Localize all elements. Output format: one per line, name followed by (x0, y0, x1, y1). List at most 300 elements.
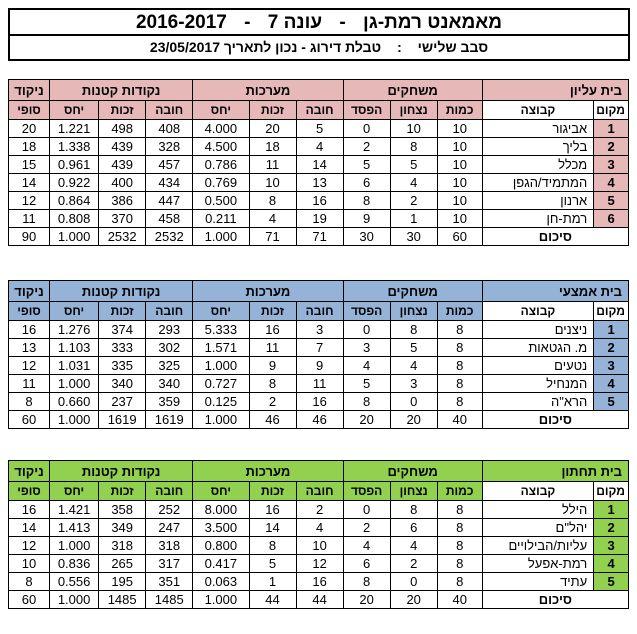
cycle-colon: : (397, 39, 402, 55)
cell-sets-ratio: 1.000 (193, 357, 249, 375)
cell-final: 12 (9, 192, 50, 210)
cell-sets-win: 16 (249, 321, 296, 339)
cell-pts-win: 265 (99, 555, 146, 573)
cell-team: עתיד (482, 573, 594, 591)
cell-pts-ratio: 1.103 (50, 339, 99, 357)
cell-pts-win: 370 (99, 210, 146, 228)
cell-sets-loss: 10 (296, 537, 343, 555)
cell-final: 12 (9, 537, 50, 555)
total-pts-ratio: 1.000 (50, 411, 99, 429)
cell-sets-ratio: 0.786 (193, 156, 249, 174)
cell-won: 6 (390, 519, 437, 537)
column-header-row (9, 101, 629, 120)
total-pts-win: 2532 (99, 228, 146, 246)
group-header-row (9, 80, 629, 101)
cell-pts-loss: 247 (146, 519, 193, 537)
cell-lost: 0 (343, 501, 390, 519)
cell-pts-loss: 408 (146, 120, 193, 138)
col-header-rank: מקום (594, 482, 629, 501)
cell-played: 8 (437, 321, 482, 339)
cell-sets-loss: 16 (296, 573, 343, 591)
total-row (9, 228, 629, 246)
col-header-lost: הפסד (343, 101, 390, 120)
cell-won: 5 (390, 339, 437, 357)
cell-sets-ratio: 0.125 (193, 393, 249, 411)
cell-lost: 5 (343, 156, 390, 174)
cell-pts-win: 318 (99, 537, 146, 555)
standing-row (9, 156, 629, 174)
total-sets-ratio: 1.000 (193, 228, 249, 246)
total-sets-ratio: 1.000 (193, 411, 249, 429)
cell-sets-ratio: 0.063 (193, 573, 249, 591)
cell-lost: 0 (343, 120, 390, 138)
cell-rank: 1 (594, 501, 629, 519)
col-header-lost: הפסד (343, 302, 390, 321)
group-sets: מערכות (193, 80, 343, 101)
cell-final: 11 (9, 210, 50, 228)
cell-pts-ratio: 0.864 (50, 192, 99, 210)
cell-pts-win: 439 (99, 138, 146, 156)
total-final: 60 (9, 591, 50, 609)
cell-team: מכלל (482, 156, 594, 174)
cell-team: רמת-חן (482, 210, 594, 228)
cell-lost: 8 (343, 192, 390, 210)
col-header-ratio: יחס (50, 101, 99, 120)
cell-pts-ratio: 1.000 (50, 375, 99, 393)
cell-lost: 5 (343, 375, 390, 393)
col-header-loss: חובה (146, 302, 193, 321)
cell-sets-win: 14 (249, 519, 296, 537)
standing-row (9, 174, 629, 192)
cell-rank: 3 (594, 537, 629, 555)
cell-pts-win: 237 (99, 393, 146, 411)
cell-won: 4 (390, 174, 437, 192)
cell-rank: 4 (594, 174, 629, 192)
col-header-won: נצחון (390, 482, 437, 501)
total-pts-loss: 2532 (146, 228, 193, 246)
col-header-ratio: יחס (193, 101, 249, 120)
group-points: נקודות קטנות (50, 80, 193, 101)
cell-played: 8 (437, 537, 482, 555)
cell-pts-loss: 351 (146, 573, 193, 591)
total-pts-win: 1485 (99, 591, 146, 609)
group-header-row (9, 461, 629, 482)
standing-row (9, 192, 629, 210)
col-header-final: סופי (9, 302, 50, 321)
cell-pts-win: 335 (99, 357, 146, 375)
total-final: 60 (9, 411, 50, 429)
cell-won: 5 (390, 156, 437, 174)
col-header-win: זכות (249, 482, 296, 501)
cell-sets-loss: 3 (296, 321, 343, 339)
cell-final: 18 (9, 138, 50, 156)
cell-sets-ratio: 3.500 (193, 519, 249, 537)
col-header-win: זכות (99, 302, 146, 321)
group-sets: מערכות (193, 281, 343, 302)
total-pts-loss: 1619 (146, 411, 193, 429)
cell-played: 8 (437, 339, 482, 357)
group-score: ניקוד (9, 461, 50, 482)
cell-final: 16 (9, 501, 50, 519)
standing-row (9, 519, 629, 537)
group-matches: משחקים (343, 80, 482, 101)
cell-final: 8 (9, 393, 50, 411)
standing-row (9, 339, 629, 357)
cell-pts-loss: 318 (146, 537, 193, 555)
cell-pts-win: 498 (99, 120, 146, 138)
standing-row (9, 573, 629, 591)
cell-pts-loss: 302 (146, 339, 193, 357)
col-header-ratio: יחס (50, 302, 99, 321)
column-header-row (9, 482, 629, 501)
cell-lost: 6 (343, 555, 390, 573)
total-label: סיכום (482, 591, 628, 609)
cell-sets-win: 20 (249, 120, 296, 138)
cell-sets-loss: 9 (296, 357, 343, 375)
total-sets-win: 46 (249, 411, 296, 429)
cell-team: נטעים (482, 357, 594, 375)
cell-sets-ratio: 1.571 (193, 339, 249, 357)
cell-pts-win: 340 (99, 375, 146, 393)
cell-sets-loss: 4 (296, 138, 343, 156)
cell-won: 8 (390, 138, 437, 156)
total-won: 20 (390, 591, 437, 609)
cell-pts-loss: 317 (146, 555, 193, 573)
cell-pts-loss: 325 (146, 357, 193, 375)
cell-rank: 4 (594, 375, 629, 393)
cell-sets-loss: 11 (296, 375, 343, 393)
cell-lost: 8 (343, 573, 390, 591)
col-header-won: נצחון (390, 101, 437, 120)
col-header-loss: חובה (146, 101, 193, 120)
cell-won: 8 (390, 501, 437, 519)
cell-rank: 2 (594, 519, 629, 537)
group-points: נקודות קטנות (50, 281, 193, 302)
cell-sets-win: 9 (249, 357, 296, 375)
cell-team: המנחיל (482, 375, 594, 393)
cell-lost: 2 (343, 138, 390, 156)
cell-lost: 8 (343, 393, 390, 411)
total-won: 30 (390, 228, 437, 246)
cell-team: המתמיד/הגפן (482, 174, 594, 192)
cell-sets-win: 2 (249, 393, 296, 411)
cell-pts-ratio: 1.031 (50, 357, 99, 375)
cell-rank: 6 (594, 210, 629, 228)
cell-sets-win: 8 (249, 537, 296, 555)
total-label: סיכום (482, 228, 628, 246)
subtitle-text: טבלת דירוג - נכון לתאריך 23/05/2017 (149, 39, 382, 55)
cell-pts-ratio: 0.961 (50, 156, 99, 174)
group-score: ניקוד (9, 281, 50, 302)
cell-played: 8 (437, 519, 482, 537)
cell-sets-loss: 12 (296, 555, 343, 573)
cell-rank: 2 (594, 339, 629, 357)
total-final: 90 (9, 228, 50, 246)
cell-team: רמת-אפעל (482, 555, 594, 573)
cell-team: עליות/הבילויים (482, 537, 594, 555)
cell-pts-win: 374 (99, 321, 146, 339)
group-score: ניקוד (9, 80, 50, 101)
title-sep-1: - (339, 12, 346, 33)
total-sets-win: 44 (249, 591, 296, 609)
cell-sets-loss: 4 (296, 519, 343, 537)
col-header-team: קבוצה (482, 302, 594, 321)
standing-row (9, 120, 629, 138)
cell-sets-win: 4 (249, 210, 296, 228)
col-header-win: זכות (249, 101, 296, 120)
cell-won: 4 (390, 537, 437, 555)
col-header-played: כמות (437, 101, 482, 120)
total-won: 20 (390, 411, 437, 429)
cell-sets-win: 11 (249, 156, 296, 174)
cell-final: 10 (9, 555, 50, 573)
league-title: בית עליון (482, 80, 628, 101)
col-header-played: כמות (437, 482, 482, 501)
cell-rank: 5 (594, 573, 629, 591)
cell-sets-ratio: 4.000 (193, 120, 249, 138)
cell-won: 0 (390, 573, 437, 591)
cell-pts-loss: 359 (146, 393, 193, 411)
cycle-label: סבב שלישי (417, 39, 489, 55)
group-matches: משחקים (343, 281, 482, 302)
standing-row (9, 210, 629, 228)
col-header-rank: מקום (594, 101, 629, 120)
cell-team: מ. הגטאות (482, 339, 594, 357)
total-lost: 20 (343, 591, 390, 609)
cell-sets-win: 18 (249, 138, 296, 156)
cell-rank: 5 (594, 393, 629, 411)
col-header-played: כמות (437, 302, 482, 321)
cell-played: 8 (437, 357, 482, 375)
cell-team: ניצנים (482, 321, 594, 339)
col-header-win: זכות (99, 482, 146, 501)
col-header-won: נצחון (390, 302, 437, 321)
cell-final: 13 (9, 339, 50, 357)
total-row (9, 411, 629, 429)
cell-pts-loss: 293 (146, 321, 193, 339)
cell-pts-ratio: 0.660 (50, 393, 99, 411)
cell-played: 10 (437, 174, 482, 192)
cell-sets-loss: 5 (296, 120, 343, 138)
cell-pts-loss: 447 (146, 192, 193, 210)
cell-sets-loss: 16 (296, 393, 343, 411)
total-lost: 30 (343, 228, 390, 246)
cell-won: 10 (390, 120, 437, 138)
group-matches: משחקים (343, 461, 482, 482)
cell-sets-loss: 13 (296, 174, 343, 192)
cell-rank: 2 (594, 138, 629, 156)
season-title: 2016-2017 (135, 12, 227, 33)
cell-sets-win: 5 (249, 555, 296, 573)
standing-row (9, 375, 629, 393)
cell-played: 8 (437, 573, 482, 591)
col-header-ratio: יחס (193, 302, 249, 321)
col-header-loss: חובה (296, 101, 343, 120)
group-points: נקודות קטנות (50, 461, 193, 482)
cell-lost: 0 (343, 321, 390, 339)
cell-pts-loss: 458 (146, 210, 193, 228)
total-sets-loss: 46 (296, 411, 343, 429)
col-header-loss: חובה (146, 482, 193, 501)
cell-pts-win: 400 (99, 174, 146, 192)
cell-lost: 9 (343, 210, 390, 228)
total-pts-ratio: 1.000 (50, 228, 99, 246)
cell-pts-win: 386 (99, 192, 146, 210)
cell-played: 10 (437, 138, 482, 156)
cell-sets-loss: 16 (296, 192, 343, 210)
city-title: מאמאנט רמת-גן (363, 12, 503, 33)
cell-rank: 4 (594, 555, 629, 573)
league-title: בית אמצעי (482, 281, 628, 302)
cell-team: יהל"ם (482, 519, 594, 537)
cell-pts-ratio: 0.556 (50, 573, 99, 591)
cell-lost: 4 (343, 357, 390, 375)
group-header-row (9, 281, 629, 302)
title-sep-2: - (244, 12, 251, 33)
cell-pts-ratio: 0.836 (50, 555, 99, 573)
cell-won: 2 (390, 555, 437, 573)
cell-pts-win: 439 (99, 156, 146, 174)
cell-final: 8 (9, 573, 50, 591)
col-header-team: קבוצה (482, 482, 594, 501)
cell-lost: 4 (343, 537, 390, 555)
standing-row (9, 555, 629, 573)
col-header-ratio: יחס (50, 482, 99, 501)
total-lost: 20 (343, 411, 390, 429)
cell-sets-win: 1 (249, 573, 296, 591)
col-header-final: סופי (9, 482, 50, 501)
cell-won: 8 (390, 321, 437, 339)
round-title: עונה 7 (267, 12, 323, 33)
cell-final: 20 (9, 120, 50, 138)
cell-pts-ratio: 1.338 (50, 138, 99, 156)
cell-sets-win: 8 (249, 375, 296, 393)
total-pts-loss: 1485 (146, 591, 193, 609)
cell-team: הילל (482, 501, 594, 519)
total-sets-loss: 71 (296, 228, 343, 246)
cell-pts-ratio: 0.808 (50, 210, 99, 228)
cell-pts-loss: 457 (146, 156, 193, 174)
cell-pts-loss: 434 (146, 174, 193, 192)
cell-pts-win: 195 (99, 573, 146, 591)
col-header-win: זכות (99, 101, 146, 120)
total-pts-ratio: 1.000 (50, 591, 99, 609)
cell-pts-ratio: 1.000 (50, 537, 99, 555)
subtitle-row (8, 36, 630, 61)
col-header-team: קבוצה (482, 101, 594, 120)
league-table-upper (8, 79, 629, 246)
total-sets-ratio: 1.000 (193, 591, 249, 609)
cell-pts-loss: 252 (146, 501, 193, 519)
cell-sets-loss: 14 (296, 156, 343, 174)
cell-played: 10 (437, 192, 482, 210)
cell-team: ארנון (482, 192, 594, 210)
cell-sets-loss: 2 (296, 501, 343, 519)
cell-lost: 6 (343, 174, 390, 192)
cell-won: 2 (390, 192, 437, 210)
cell-sets-loss: 7 (296, 339, 343, 357)
standing-row (9, 138, 629, 156)
standing-row (9, 321, 629, 339)
total-pts-win: 1619 (99, 411, 146, 429)
group-sets: מערכות (193, 461, 343, 482)
cell-played: 10 (437, 120, 482, 138)
cell-sets-win: 16 (249, 501, 296, 519)
cell-sets-win: 11 (249, 339, 296, 357)
total-sets-loss: 44 (296, 591, 343, 609)
cell-team: בליך (482, 138, 594, 156)
cell-played: 10 (437, 210, 482, 228)
col-header-rank: מקום (594, 302, 629, 321)
cell-final: 16 (9, 321, 50, 339)
cell-rank: 5 (594, 192, 629, 210)
total-played: 40 (437, 591, 482, 609)
cell-sets-ratio: 0.417 (193, 555, 249, 573)
standing-row (9, 537, 629, 555)
cell-pts-loss: 328 (146, 138, 193, 156)
cell-won: 4 (390, 357, 437, 375)
cell-pts-win: 333 (99, 339, 146, 357)
col-header-win: זכות (249, 302, 296, 321)
cell-won: 0 (390, 393, 437, 411)
cell-rank: 1 (594, 120, 629, 138)
col-header-ratio: יחס (193, 482, 249, 501)
cell-pts-ratio: 0.922 (50, 174, 99, 192)
cell-played: 8 (437, 555, 482, 573)
cell-sets-loss: 19 (296, 210, 343, 228)
cell-won: 1 (390, 210, 437, 228)
cell-lost: 3 (343, 339, 390, 357)
cell-rank: 1 (594, 321, 629, 339)
total-label: סיכום (482, 411, 628, 429)
cell-pts-ratio: 1.413 (50, 519, 99, 537)
standing-row (9, 501, 629, 519)
cell-sets-ratio: 0.500 (193, 192, 249, 210)
total-sets-win: 71 (249, 228, 296, 246)
cell-team: אביגור (482, 120, 594, 138)
col-header-lost: הפסד (343, 482, 390, 501)
cell-sets-ratio: 0.211 (193, 210, 249, 228)
cell-pts-win: 358 (99, 501, 146, 519)
cell-team: הרא"ה (482, 393, 594, 411)
league-title: בית תחתון (482, 461, 628, 482)
cell-pts-ratio: 1.221 (50, 120, 99, 138)
cell-pts-loss: 340 (146, 375, 193, 393)
cell-sets-ratio: 0.727 (193, 375, 249, 393)
cell-sets-ratio: 0.769 (193, 174, 249, 192)
cell-lost: 2 (343, 519, 390, 537)
cell-won: 3 (390, 375, 437, 393)
cell-played: 10 (437, 156, 482, 174)
cell-played: 8 (437, 375, 482, 393)
total-played: 60 (437, 228, 482, 246)
cell-final: 14 (9, 174, 50, 192)
cell-pts-win: 349 (99, 519, 146, 537)
cell-final: 15 (9, 156, 50, 174)
col-header-final: סופי (9, 101, 50, 120)
total-played: 40 (437, 411, 482, 429)
standing-row (9, 393, 629, 411)
col-header-loss: חובה (296, 482, 343, 501)
cell-rank: 3 (594, 357, 629, 375)
cell-played: 8 (437, 393, 482, 411)
col-header-loss: חובה (296, 302, 343, 321)
cell-sets-win: 10 (249, 174, 296, 192)
cell-rank: 3 (594, 156, 629, 174)
cell-final: 12 (9, 357, 50, 375)
cell-sets-ratio: 5.333 (193, 321, 249, 339)
cell-pts-ratio: 1.276 (50, 321, 99, 339)
